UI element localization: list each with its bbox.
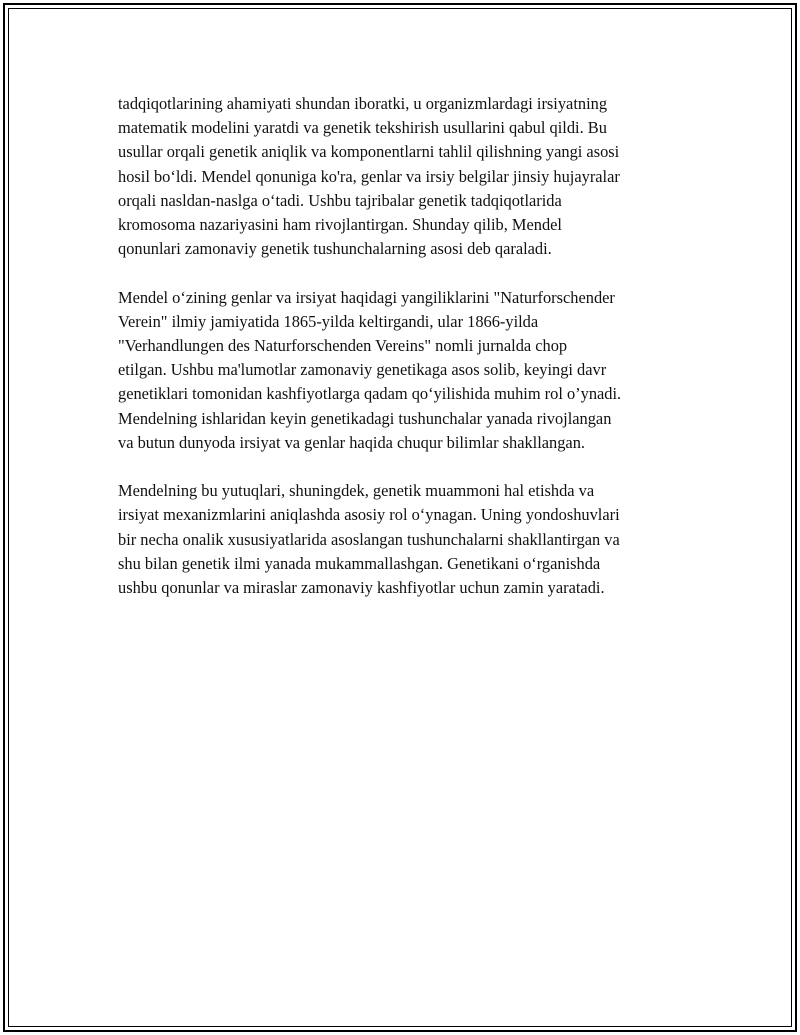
text-line: matematik modelini yaratdi va genetik tekshirish usullarini qabul qildi. Bu (118, 118, 607, 138)
paragraph-3 (118, 479, 698, 600)
paragraph-1 (118, 92, 698, 261)
text-line: Mendelning bu yutuqlari, shuningdek, genetik muammoni hal etishda va (118, 481, 595, 501)
text-line: "Verhandlungen des Naturforschenden Vereins" nomli jurnalda chop (118, 336, 568, 356)
text-line: qonunlari zamonaviy genetik tushunchalarning asosi deb qaraladi. (118, 239, 552, 259)
document-body (118, 92, 698, 624)
paragraph-2 (118, 286, 698, 455)
text-line: Verein" ilmiy jamiyatida 1865-yilda keltirgandi, ular 1866-yilda (118, 311, 539, 331)
text-line: irsiyat mexanizmlarini aniqlashda asosiy rol o‘ynagan. Uning yondoshuvlari (118, 505, 620, 525)
text-line: ushbu qonunlar va miraslar zamonaviy kashfiyotlar uchun zamin yaratadi. (118, 578, 605, 598)
text-line: tadqiqotlarining ahamiyati shundan iboratki, u organizmlardagi irsiyatning (118, 94, 608, 113)
text-line: va butun dunyoda irsiyat va genlar haqida chuqur bilimlar shakllangan. (118, 432, 586, 452)
text-line: genetiklari tomonidan kashfiyotlarga qadam qo‘yilishida muhim rol o’ynadi. (118, 384, 622, 404)
text-line: shu bilan genetik ilmi yanada mukammallashgan. Genetikani o‘rganishda (118, 553, 601, 573)
text-line: usullar orqali genetik aniqlik va komponentlarni tahlil qilishning yangi asosi (118, 142, 620, 162)
text-line: etilgan. Ushbu ma'lumotlar zamonaviy genetikaga asos solib, keyingi davr (118, 360, 607, 380)
text-line: orqali nasldan-naslga o‘tadi. Ushbu tajribalar genetik tadqiqotlarida (118, 190, 562, 210)
text-line: Mendelning ishlaridan keyin genetikadagi tushunchalar yanada rivojlangan (118, 408, 612, 428)
text-line: bir necha onalik xususiyatlarida asoslangan tushunchalarni shakllantirgan va (118, 529, 620, 549)
text-line: Mendel o‘zining genlar va irsiyat haqidagi yangiliklarini "Naturforschender (118, 287, 615, 307)
text-line: kromosoma nazariyasini ham rivojlantirgan. Shunday qilib, Mendel (118, 215, 562, 235)
text-line: hosil bo‘ldi. Mendel qonuniga ko'ra, genlar va irsiy belgilar jinsiy hujayralar (118, 166, 620, 186)
